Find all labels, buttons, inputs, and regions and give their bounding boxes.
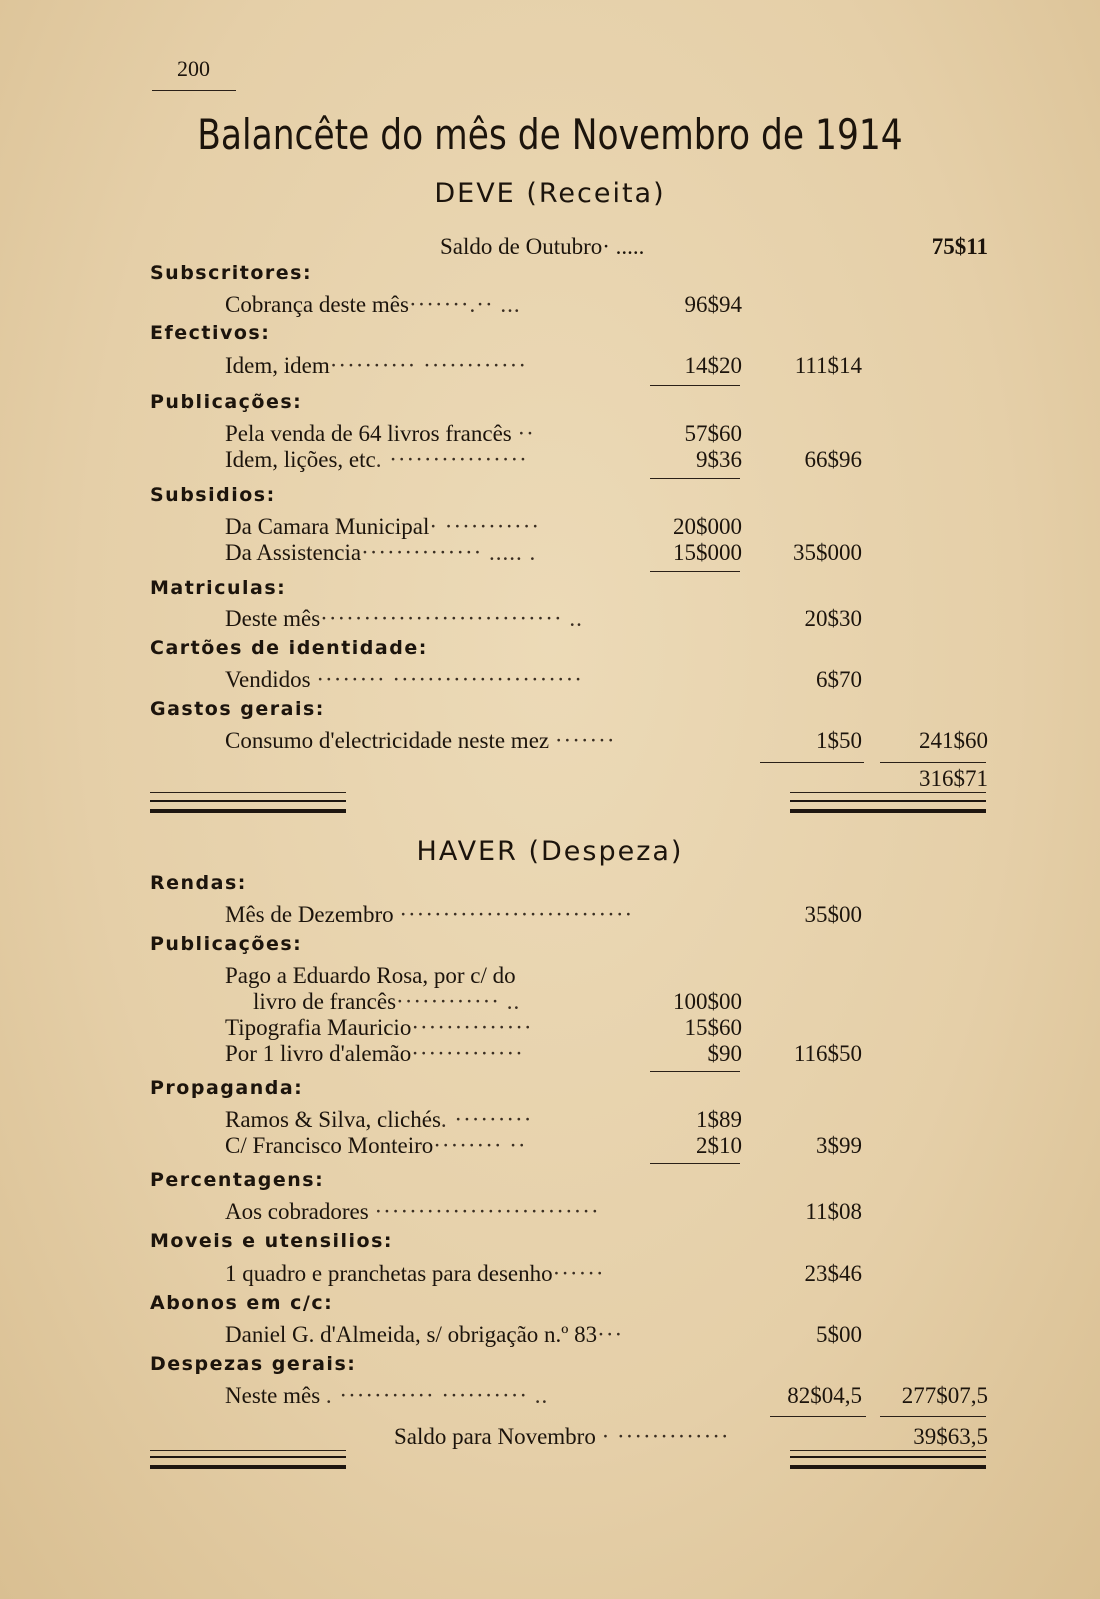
row-label: Daniel G. d'Almeida, s/ obrigação n.º 83··· [225,1322,624,1347]
row-label: Pago a Eduardo Rosa, por c/ do [225,963,516,988]
cat-subsidios: Subsidios: [150,484,276,506]
haver-heading: HAVER (Despeza) [416,836,684,867]
cat-gastos: Gastos gerais: [150,698,325,720]
row-label: Por 1 livro d'alemão············· [225,1041,524,1066]
double-rule [790,1456,986,1469]
row-value: 9$36 [696,447,742,472]
row-subtotal: 11$08 [805,1199,862,1224]
page-number-rule [152,90,236,91]
double-rule [150,800,346,813]
row-label: Idem, lições, etc. ················ [225,447,528,472]
row-label: Mês de Dezembro ··························· [225,902,634,927]
end-rule [150,792,346,793]
row-label: 1 quadro e pranchetas para desenho······ [225,1261,605,1286]
row-label: Idem, idem·········· ············ [225,353,528,378]
row-label: Aos cobradores ·························· [225,1199,600,1224]
cat-matriculas: Matriculas: [150,577,287,599]
row-subtotal: 111$14 [794,353,862,378]
row-total: 277$07,5 [901,1383,988,1408]
total-rule [880,1416,986,1417]
row-subtotal: 1$50 [816,728,862,753]
row-label: Ramos & Silva, clichés. ········· [225,1107,533,1132]
end-rule [790,1450,986,1451]
row-subtotal: 66$96 [804,447,862,472]
deve-heading: DEVE (Receita) [434,178,666,209]
row-label: Cobrança deste mês·······.·· ... [225,292,521,317]
row-label: Neste mês . ··········· ·········· .. [225,1383,549,1408]
cat-moveis: Moveis e utensilios: [150,1230,393,1252]
row-subtotal: 3$99 [816,1133,862,1158]
row-label: Pela venda de 64 livros francês ·· [225,421,535,446]
end-rule [790,792,986,793]
cat-percentagens: Percentagens: [150,1169,325,1191]
saldo-novembro-value: 39$63,5 [913,1424,988,1449]
row-subtotal: 5$00 [816,1322,862,1347]
row-value: 96$94 [684,292,742,317]
page-title: Balancête do mês de Novembro de 1914 [197,110,903,159]
end-rule [150,1450,346,1451]
row-subtotal: 35$000 [793,540,862,565]
row-value: $90 [707,1041,742,1066]
row-value: 57$60 [684,421,742,446]
row-total: 241$60 [919,728,988,753]
row-subtotal: 6$70 [816,667,862,692]
subtotal-rule [650,1071,740,1072]
row-label: Deste mês···························· .. [225,606,583,631]
deve-total: 316$71 [919,766,988,791]
row-subtotal: 23$46 [804,1261,862,1286]
row-label: Consumo d'electricidade neste mez ······· [225,728,616,753]
cat-abonos: Abonos em c/c: [150,1292,334,1314]
row-subtotal: 20$30 [804,606,862,631]
saldo-outubro-label: Saldo de Outubro· ..... [440,234,645,259]
row-subtotal: 116$50 [793,1041,862,1066]
saldo-novembro-label: Saldo para Novembro · ············· [394,1424,730,1449]
double-rule [790,800,986,813]
subtotal-rule [650,1163,740,1164]
row-subtotal: 35$00 [804,902,862,927]
saldo-outubro-value: 75$11 [931,234,988,259]
page-number: 200 [177,56,210,81]
row-value: 15$60 [684,1015,742,1040]
row-label: Vendidos ········ ······················ [225,667,583,692]
cat-subscritores: Subscritores: [150,262,313,284]
row-subtotal: 82$04,5 [787,1383,862,1408]
row-value: 100$00 [673,989,742,1014]
cat-cartoes: Cartões de identidade: [150,637,428,659]
row-label: Da Camara Municipal· ··········· [225,514,541,539]
cat-rendas: Rendas: [150,872,247,894]
row-value: 14$20 [684,353,742,378]
cat-propaganda: Propaganda: [150,1077,304,1099]
row-value: 20$000 [673,514,742,539]
row-label: Tipografia Mauricio·············· [225,1015,533,1040]
row-label: Da Assistencia·············· ..... . [225,540,537,565]
subtotal-rule [650,385,740,386]
total-rule [760,762,864,763]
row-label: livro de francês············ .. [253,989,521,1014]
cat-efectivos: Efectivos: [150,322,271,344]
row-value: 15$000 [673,540,742,565]
total-rule [880,762,986,763]
cat-despezas: Despezas gerais: [150,1353,357,1375]
row-value: 1$89 [696,1107,742,1132]
double-rule [150,1456,346,1469]
cat-publicacoes-haver: Publicações: [150,933,303,955]
subtotal-rule [650,478,740,479]
row-value: 2$10 [696,1133,742,1158]
row-label: C/ Francisco Monteiro········ ·· [225,1133,527,1158]
total-rule [770,1416,866,1417]
subtotal-rule [650,571,740,572]
cat-publicacoes: Publicações: [150,391,303,413]
